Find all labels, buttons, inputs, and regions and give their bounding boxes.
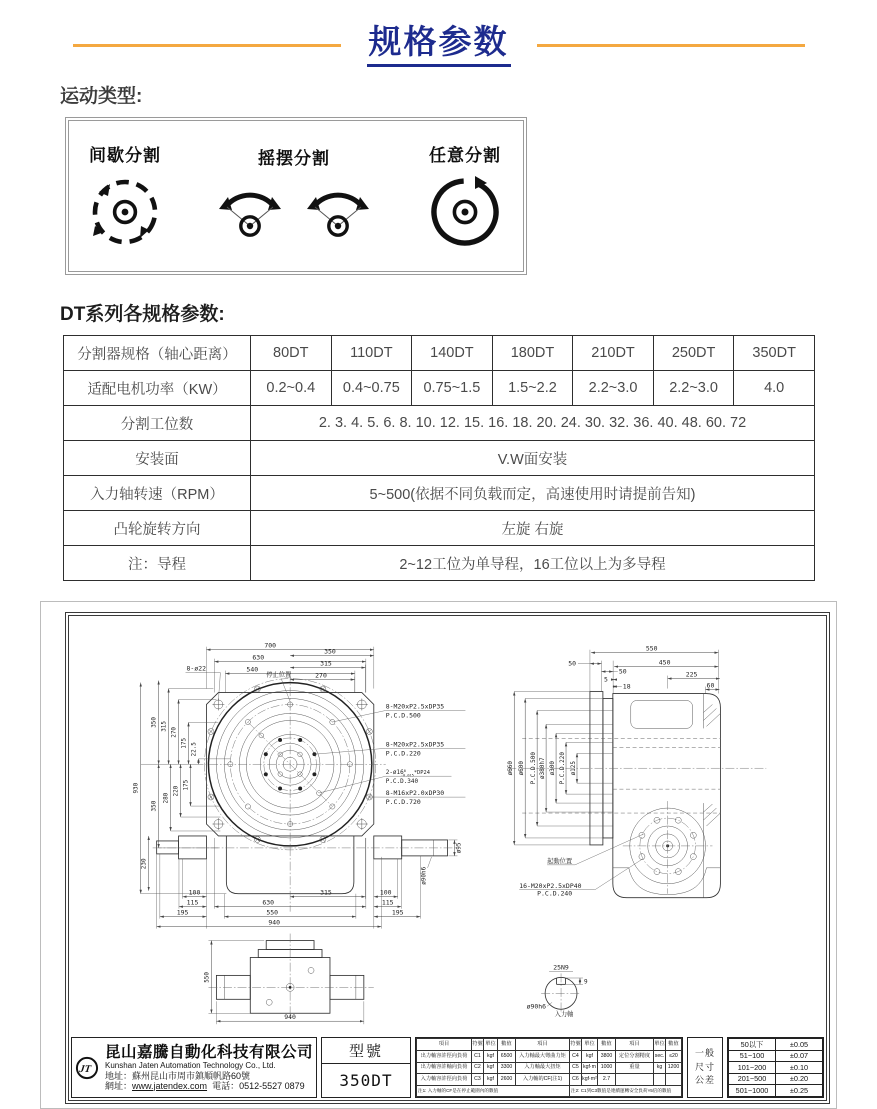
motion-label-swing: 摇摆分割 <box>258 144 330 169</box>
svg-text:60: 60 <box>707 682 715 690</box>
svg-text:100: 100 <box>380 889 392 897</box>
company-website-link[interactable]: www.jatendex.com <box>132 1081 207 1091</box>
stop-position-label: 停止位置 <box>266 670 292 679</box>
plan-bottom-dims <box>157 838 421 929</box>
hatching <box>703 704 720 826</box>
hole-count-label: 8-ø22 <box>187 665 207 673</box>
side-callouts <box>519 834 644 898</box>
svg-text:ø90h6: ø90h6 <box>421 866 428 884</box>
svg-text:700: 700 <box>264 642 276 650</box>
spec-row-mount <box>64 441 815 476</box>
svg-text:P.C.D.220: P.C.D.220 <box>559 752 566 785</box>
motion-item-swing <box>207 144 381 249</box>
svg-text:550: 550 <box>646 645 658 653</box>
svg-text:P.C.D.220: P.C.D.220 <box>386 749 421 757</box>
spec-cell-span: 左旋 右旋 <box>251 511 815 546</box>
spec-cell: 80DT <box>251 336 332 371</box>
svg-text:9: 9 <box>584 978 588 985</box>
drawing-frame-outer <box>65 612 830 1104</box>
motion-section-label: 运动类型: <box>60 81 877 108</box>
spec-cell: 350DT <box>734 336 815 371</box>
swing-division-icon-2 <box>295 171 381 249</box>
motion-label-intermittent: 间歇分割 <box>89 141 161 166</box>
plan-view <box>133 642 466 929</box>
tolerance-row: 201−500 ±0.20 <box>729 1073 823 1085</box>
drawing-titleblock <box>69 1036 826 1100</box>
svg-text:50: 50 <box>568 660 576 668</box>
tolerance-row: 501−1000 ±0.25 <box>729 1085 823 1097</box>
motion-type-inner <box>68 120 524 272</box>
spec-label-rpm: 入力轴转速（RPM） <box>64 476 251 511</box>
svg-text:8-M16xP2.0xDP30: 8-M16xP2.0xDP30 <box>386 789 445 797</box>
spec-label-rotation: 凸轮旋转方向 <box>64 511 251 546</box>
tolerance-row: 51−100 ±0.07 <box>729 1050 823 1062</box>
svg-text:ø660: ø660 <box>507 761 514 776</box>
swing-division-icon <box>207 171 293 249</box>
spec-cell-span: V.W面安装 <box>251 441 815 476</box>
param-row: 入力軸容許徑向負荷 C3 kgf 2600 入力軸的CF(注1) C6 kgf·m² 2.7 <box>417 1074 682 1086</box>
front-view <box>203 934 373 1025</box>
svg-text:630: 630 <box>262 899 274 907</box>
plan-left-dims <box>133 681 231 894</box>
svg-text:280: 280 <box>163 792 170 803</box>
svg-text:ø90h6: ø90h6 <box>527 1002 547 1010</box>
spec-row-lead <box>64 546 815 581</box>
side-top-dims <box>568 645 720 694</box>
spec-cell: 2.2~3.0 <box>653 371 734 406</box>
spec-label-model: 分割器规格（轴心距离） <box>64 336 251 371</box>
spec-label-mount: 安装面 <box>64 441 251 476</box>
spec-section-label: DT系列各规格参数: <box>60 299 877 326</box>
svg-text:350: 350 <box>324 648 336 656</box>
svg-text:P.C.D.240: P.C.D.240 <box>537 890 572 898</box>
spec-cell: 0.4~0.75 <box>331 371 412 406</box>
svg-text:195: 195 <box>392 909 404 917</box>
svg-text:JT: JT <box>78 1063 93 1074</box>
intermittent-division-icon <box>83 168 167 252</box>
header-line-left <box>73 44 341 47</box>
svg-text:115: 115 <box>187 899 199 907</box>
company-name-cn: 昆山嘉騰自動化科技有限公司 <box>105 1044 313 1061</box>
svg-text:220: 220 <box>173 785 180 796</box>
svg-text:550: 550 <box>266 909 278 917</box>
motion-item-arbitrary <box>421 141 509 252</box>
param-header-row: 項目 符號 單位 數值 項目 符號 單位 數值 項目 單位 數值 <box>417 1039 682 1051</box>
spec-row-stations <box>64 406 815 441</box>
titleblock-parameters <box>415 1037 683 1098</box>
svg-text:225: 225 <box>686 671 698 679</box>
drawing-frame-inner <box>68 615 827 1101</box>
param-row: 出力軸容許徑向負荷 C1 kgf 6500 入力軸最大彎曲力矩 C4 kgf 3800 定位分割精度 sec. ≤20 <box>417 1050 682 1062</box>
svg-text:315: 315 <box>320 660 332 668</box>
titleblock-model <box>321 1037 411 1098</box>
company-logo-icon <box>75 1047 99 1089</box>
svg-text:8-M20xP2.5xDP35: 8-M20xP2.5xDP35 <box>386 702 445 710</box>
svg-text:100: 100 <box>189 889 201 897</box>
svg-text:ø95: ø95 <box>455 842 462 853</box>
svg-text:270: 270 <box>315 672 327 680</box>
svg-text:P.C.D.720: P.C.D.720 <box>386 798 421 806</box>
model-label: 型號 <box>322 1038 410 1064</box>
svg-text:350: 350 <box>151 717 158 728</box>
tolerance-row: 101−200 ±0.10 <box>729 1062 823 1074</box>
parameter-table <box>416 1038 682 1097</box>
svg-text:630: 630 <box>252 654 264 662</box>
tolerance-label: 一般 尺寸 公差 <box>687 1037 723 1098</box>
spec-label-stations: 分割工位数 <box>64 406 251 441</box>
svg-text:550: 550 <box>203 972 210 983</box>
spec-table <box>63 335 815 581</box>
svg-text:入力軸: 入力軸 <box>555 1009 574 1018</box>
company-phone: 電話：0512-5527 0879 <box>212 1081 305 1091</box>
param-row: 出力軸容許軸向負荷 C2 kgf 3300 入力軸最大扭矩 C5 kgf·m 1000 重量 kg 1200 <box>417 1062 682 1074</box>
svg-text:540: 540 <box>246 666 258 674</box>
svg-text:940: 940 <box>268 919 280 927</box>
motion-item-intermittent <box>83 141 167 252</box>
spec-cell-span: 2~12工位为单导程，16工位以上为多导程 <box>251 546 815 581</box>
spec-row-rpm <box>64 476 815 511</box>
svg-text:2-ø160-0.015*DP24: $2-ø16^0$ -0.015*DP24 <box>386 769 430 778</box>
spec-cell: 1.5~2.2 <box>492 371 573 406</box>
svg-text:P.C.D.340: P.C.D.340 <box>386 778 419 785</box>
start-position-label: 起動位置 <box>547 856 573 865</box>
swing-icons <box>207 171 381 249</box>
spec-cell: 140DT <box>412 336 493 371</box>
svg-text:P.C.D.500: P.C.D.500 <box>386 711 421 719</box>
titleblock-company <box>71 1037 317 1098</box>
svg-text:270: 270 <box>171 727 178 738</box>
svg-text:115: 115 <box>382 899 394 907</box>
arbitrary-division-icon <box>421 168 509 252</box>
svg-text:940: 940 <box>284 1013 296 1021</box>
spec-cell: 4.0 <box>734 371 815 406</box>
engineering-drawing <box>40 601 837 1109</box>
svg-text:ø380h7: ø380h7 <box>539 757 546 779</box>
svg-text:230: 230 <box>141 858 148 869</box>
svg-text:195: 195 <box>177 909 189 917</box>
spec-row-power <box>64 371 815 406</box>
tolerance-table-box <box>727 1037 824 1098</box>
svg-text:350: 350 <box>151 800 158 811</box>
company-address: 地址：蘇州昆山市周市鎮順帆路60號 <box>105 1071 313 1081</box>
svg-text:16-M20xP2.5xDP40: 16-M20xP2.5xDP40 <box>519 882 581 890</box>
svg-text:P.C.D.500: P.C.D.500 <box>530 752 537 785</box>
header-line-right <box>537 44 805 47</box>
svg-text:315: 315 <box>320 889 332 897</box>
spec-label-power: 适配电机功率（KW） <box>64 371 251 406</box>
svg-text:22.5: 22.5 <box>190 742 197 757</box>
spec-cell: 110DT <box>331 336 412 371</box>
tolerance-row: 50以下 ±0.05 <box>729 1039 823 1051</box>
svg-text:8-M20xP2.5xDP35: 8-M20xP2.5xDP35 <box>386 740 445 748</box>
model-value: 350DT <box>322 1064 410 1097</box>
spec-cell: 0.2~0.4 <box>251 371 332 406</box>
param-note-1: 注1: 入力軸的CF是在停止範圍內的數值 <box>417 1086 570 1097</box>
spec-cell: 2.2~3.0 <box>573 371 654 406</box>
spec-cell: 0.75~1.5 <box>412 371 493 406</box>
svg-text:175: 175 <box>181 738 188 749</box>
drawing-views <box>69 616 826 1036</box>
svg-text:5: 5 <box>604 676 608 684</box>
company-name-en: Kunshan Jaten Automation Technology Co., Ltd. <box>105 1062 313 1071</box>
company-contact: 網址：www.jatendex.com 電話：0512-5527 0879 <box>105 1081 313 1091</box>
spec-cell: 180DT <box>492 336 573 371</box>
spec-row-model <box>64 336 815 371</box>
svg-text:450: 450 <box>659 659 671 667</box>
tolerance-table <box>728 1038 823 1097</box>
svg-text:ø125: ø125 <box>570 761 577 776</box>
svg-text:175: 175 <box>183 779 190 790</box>
motion-label-arbitrary: 任意分割 <box>429 141 501 166</box>
spec-cell-span: 2. 3. 4. 5. 6. 8. 10. 12. 15. 16. 18. 20. 24. 30. 32. 36. 40. 48. 60. 72 <box>251 406 815 441</box>
param-note-2: 注2: C1到C3數值是連續運轉安全負荷×5倍的數值 <box>570 1086 682 1097</box>
spec-cell: 250DT <box>653 336 734 371</box>
param-notes-row <box>417 1086 682 1097</box>
plan-shaft-dims <box>421 840 463 885</box>
svg-text:930: 930 <box>133 782 140 793</box>
svg-text:ø600: ø600 <box>518 761 525 776</box>
svg-text:18: 18 <box>623 683 631 691</box>
page-header <box>0 0 877 67</box>
side-view <box>507 645 766 898</box>
spec-cell-span: 5~500(依据不同负载而定，高速使用时请提前告知) <box>251 476 815 511</box>
motion-type-box <box>65 117 527 275</box>
svg-text:50: 50 <box>619 668 627 676</box>
svg-text:315: 315 <box>161 721 168 732</box>
keyway-detail <box>527 963 588 1018</box>
page-title: 规格参数 <box>367 16 511 67</box>
spec-row-rotation <box>64 511 815 546</box>
svg-text:ø300: ø300 <box>549 761 556 776</box>
spec-label-lead: 注：导程 <box>64 546 251 581</box>
spec-cell: 210DT <box>573 336 654 371</box>
svg-text:25N9: 25N9 <box>553 963 569 971</box>
